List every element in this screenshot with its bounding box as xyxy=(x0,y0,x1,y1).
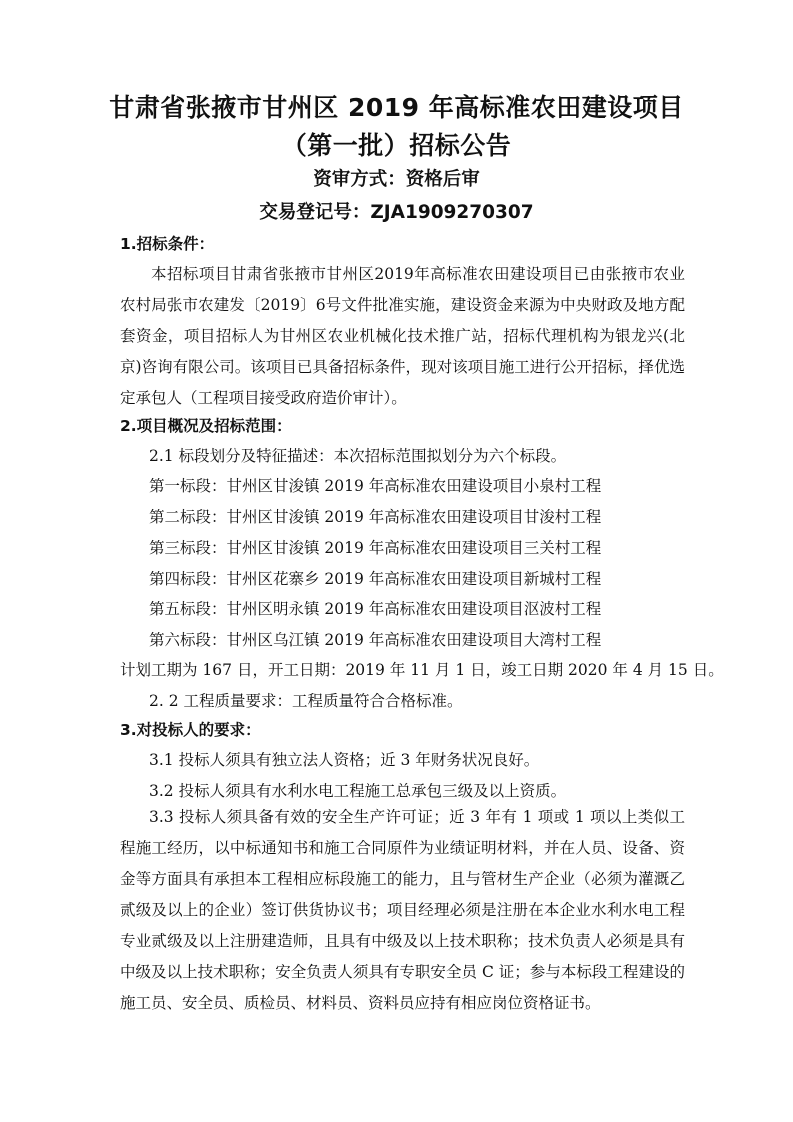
lot-item: 第一标段：甘州区甘浚镇 2019 年高标准农田建设项目小泉村工程 xyxy=(149,477,602,495)
bidding-conditions-paragraph: 本招标项目甘肃省张掖市甘州区2019年高标准农田建设项目已由张掖市农业农村局张市农建发〔2019〕6号文件批准实施，建设资金来源为中央财政及地方配套资金，项目招标人为甘州区农业机械化技术推广站，招标代理机构为银龙兴(北京)咨询有限公司。该项目已具备招标条件，现对该项目施工进行公开招标，择优选定承包人（工程项目接受政府造价审计）。 xyxy=(120,265,685,407)
section-heading-bidding-conditions: 1.招标条件： xyxy=(120,235,215,253)
lot-item: 第二标段：甘州区甘浚镇 2019 年高标准农田建设项目甘浚村工程 xyxy=(149,508,602,526)
document-title-line2: （第一批）招标公告 xyxy=(281,131,512,160)
construction-schedule: 计划工期为 167 日，开工日期：2019 年 11 月 1 日，竣工日期 2020 年 4 月 15 日。 xyxy=(120,661,724,679)
requirement-qualification: 3.2 投标人须具有水利水电工程施工总承包三级及以上资质。 xyxy=(149,782,567,800)
requirement-legal-person: 3.1 投标人须具有独立法人资格；近 3 年财务状况良好。 xyxy=(149,751,540,769)
lot-division-description: 2.1 标段划分及特征描述：本次招标范围拟划分为六个标段。 xyxy=(149,447,567,465)
section-heading-bidder-requirements: 3.对投标人的要求： xyxy=(120,721,261,739)
requirement-safety-and-experience: 3.3 投标人须具备有效的安全生产许可证；近 3 年有 1 项或 1 项以上类似工程施工经历，以中标通知书和施工合同原件为业绩证明材料，并在人员、设备、资金等方面具有承担本工程相应标段施工的能力，且与管材生产企业（必须为灌溉乙贰级及以上的企业）签订供货协议书；项目经理必须是注册在本企业水利水电工程专业贰级及以上注册建造师，且具有中级及以上技术职称；技术负责人必须是具有中级及以上技术职称；安全负责人须具有专职安全员 C 证；参与本标段工程建设的施工员、安全员、质检员、材料员、资料员应持有相应岗位资格证书。 xyxy=(120,808,685,1012)
registration-number: 交易登记号：ZJA1909270307 xyxy=(259,202,534,223)
document-title-line1: 甘肃省张掖市甘州区 2019 年高标准农田建设项目 xyxy=(109,93,684,122)
quality-requirement: 2. 2 工程质量要求：工程质量符合合格标准。 xyxy=(149,692,463,710)
section-heading-project-overview: 2.项目概况及招标范围： xyxy=(120,417,292,435)
lot-item: 第五标段：甘州区明永镇 2019 年高标准农田建设项目沤波村工程 xyxy=(149,600,602,618)
lot-item: 第三标段：甘州区甘浚镇 2019 年高标准农田建设项目三关村工程 xyxy=(149,539,602,557)
lot-item: 第六标段：甘州区乌江镇 2019 年高标准农田建设项目大湾村工程 xyxy=(149,631,602,649)
review-method: 资审方式：资格后审 xyxy=(313,169,480,190)
lot-item: 第四标段：甘州区花寨乡 2019 年高标准农田建设项目新城村工程 xyxy=(149,570,602,588)
